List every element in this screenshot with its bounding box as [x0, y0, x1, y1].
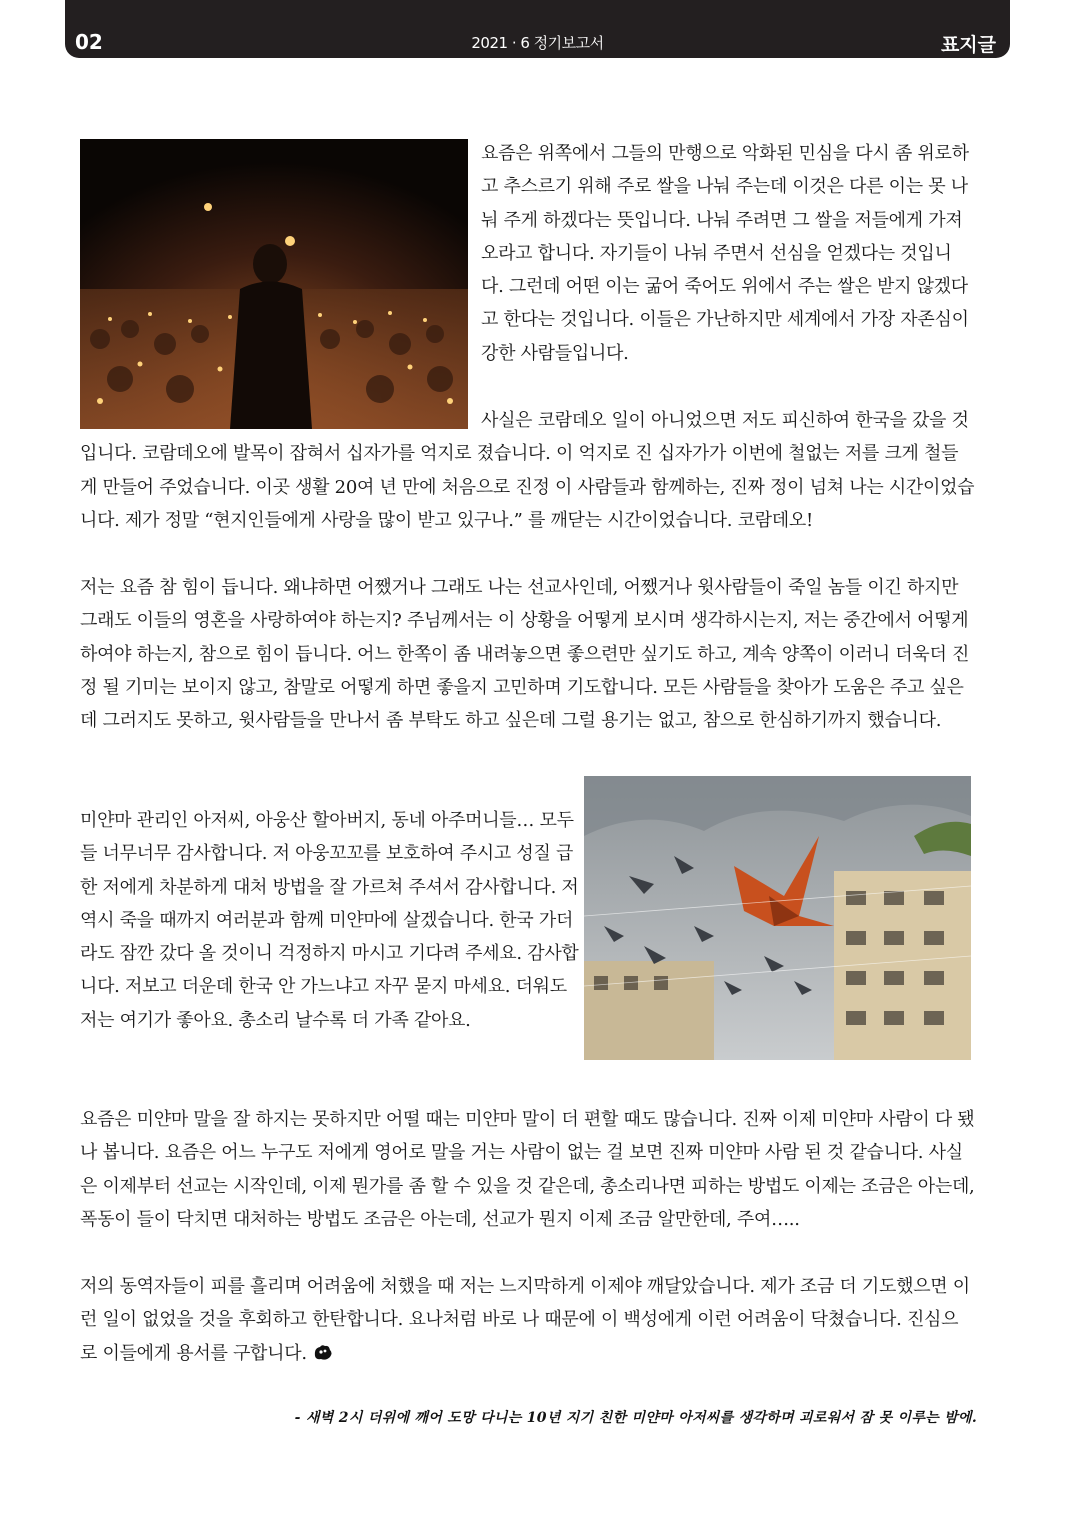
section-label: 표지글 — [940, 34, 996, 56]
paper-cranes-photo — [584, 776, 971, 1060]
paragraph-3: 저는 요즘 참 힘이 듭니다. 왜냐하면 어쨌거나 그래도 나는 선교사인데, 어쨌거나 윗사람들이 죽일 놈들 이긴 하지만 그래도 이들의 영혼을 사랑하여야 하는지? 주님께서는 이 상황을 어떻게 보시며 생각하시는지, 저는 중간에서 어떻게 하여야 하는지, 참으로 힘이 듭니다. 어느 한쪽이 좀 내려놓으면 좋으련만 싶기도 하고, 계속 양쪽이 이러니 더욱더 진정 될 기미는 보이지 않고, 참말로 어떻게 하면 좋을지 고민하며 기도합니다. 모든 사람들을 찾아가 도움은 주고 싶은데 그러지도 못하고, 윗사람들을 만나서 좀 부탁도 하고 싶은데 그럴 용기는 없고, 참으로 한심하기까지 했습니다. — [80, 577, 970, 732]
end-mark-icon — [312, 1342, 334, 1362]
page-number: 02 — [75, 30, 103, 54]
report-title: 2021 · 6 정기보고서 — [471, 34, 604, 52]
paragraph-6-text: 저의 동역자들이 피를 흘리며 어려움에 처했을 때 저는 느지막하게 이제야 깨달았습니다. 제가 조금 더 기도했으면 이런 일이 없었을 것을 후회하고 한탄합니다. 요나처럼 바로 나 때문에 이 백성에게 이런 어려움이 닥쳤습니다. 진심으로 이들에게 용서를 구합니다. — [80, 1276, 970, 1364]
paragraph-2 — [80, 404, 975, 537]
paragraph-1: 요즘은 위쪽에서 그들의 만행으로 악화된 민심을 다시 좀 위로하고 추스르기 위해 주로 쌀을 나눠 주는데 이것은 다른 이는 못 나눠 주게 하겠다는 뜻입니다. 나눠 주려면 그 쌀을 저들에게 가져오라고 합니다. 자기들이 나눠 주면서 선심을 얻겠다는 것입니다. 그런데 어떤 이는 굶어 죽어도 위에서 주는 쌀은 받지 않겠다고 한다는 것입니다. 이들은 가난하지만 세계에서 가장 자존심이 강한 사람들입니다. — [481, 143, 969, 364]
paragraph-2-text: 사실은 코람데오 일이 아니었으면 저도 피신하여 한국을 갔을 것입니다. 코람데오에 발목이 잡혀서 십자가를 억지로 졌습니다. 이 억지로 진 십자가가 이번에 철없는 저를 크게 철들게 만들어 주었습니다. 이곳 생활 20여 년 만에 처음으로 진정 이 사람들과 함께하는, 진짜 정이 넘쳐 나는 시간이었습니다. 제가 정말 “현지인들에게 사랑을 많이 받고 있구나.” 를 깨닫는 시간이었습니다. 코람데오! — [80, 410, 975, 531]
page-header — [65, 0, 1010, 58]
signature-line: - 새벽 2시 더위에 깨어 도망 다니는 10년 지기 친한 미얀마 아저씨를 생각하며 괴로워서 잠 못 이루는 밤에. — [294, 1410, 977, 1426]
paragraph-5: 요즘은 미얀마 말을 잘 하지는 못하지만 어떨 때는 미얀마 말이 더 편할 때도 많습니다. 진짜 이제 미얀마 사람이 다 됐나 봅니다. 요즘은 어느 누구도 저에게 영어로 말을 거는 사람이 없는 걸 보면 진짜 미얀마 사람 된 것 같습니다. 사실은 이제부터 선교는 시작인데, 이제 뭔가를 좀 할 수 있을 것 같은데, 총소리나면 피하는 방법도 이제는 조금은 아는데, 폭동이 들이 닥치면 대처하는 방법도 조금은 아는데, 선교가 뭔지 이제 조금 알만한데, 주여….. — [80, 1109, 975, 1230]
paragraph-6 — [80, 1270, 975, 1370]
candlelight-crowd-photo — [80, 139, 468, 429]
paragraph-4: 미얀마 관리인 아저씨, 아웅산 할아버지, 동네 아주머니들… 모두들 너무너무 감사합니다. 저 아웅꼬꼬를 보호하여 주시고 성질 급한 저에게 차분하게 대처 방법을 잘 가르쳐 주셔서 감사합니다. 저 역시 죽을 때까지 여러분과 함께 미얀마에 살겠습니다. 한국 가더라도 잠깐 갔다 올 것이니 걱정하지 마시고 기다려 주세요. 감사합니다. 저보고 더운데 한국 안 가느냐고 자꾸 묻지 마세요. 더워도 저는 여기가 좋아요. 총소리 날수록 더 가족 같아요. — [80, 810, 579, 1031]
